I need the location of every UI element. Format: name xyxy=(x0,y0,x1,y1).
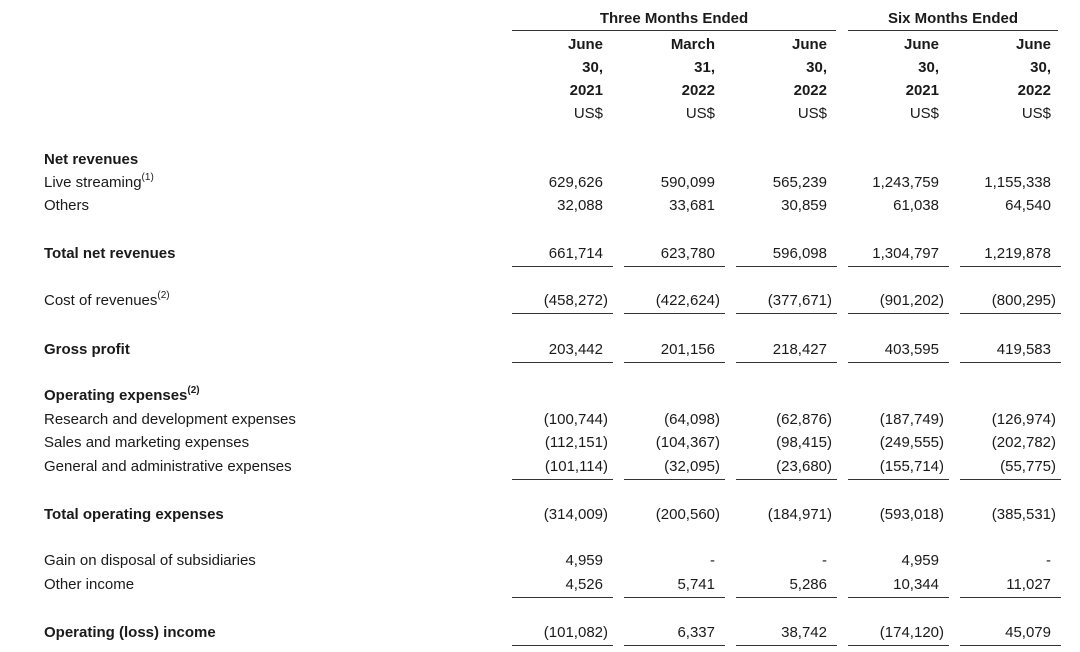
table-cell: 5,741 xyxy=(677,576,715,593)
table-cell: 38,742 xyxy=(781,624,827,641)
table-cell: (100,744) xyxy=(543,411,608,428)
table-cell: (174,120) xyxy=(879,624,944,641)
table-cell: 6,337 xyxy=(677,624,715,641)
table-cell: 629,626 xyxy=(548,174,603,191)
table-cell: 11,027 xyxy=(1006,576,1051,593)
rule xyxy=(960,645,1061,646)
column-header-jun-2021-h: June 30, 2021 US$ xyxy=(903,36,939,122)
column-header-mar-2022-q: March 31, 2022 US$ xyxy=(670,36,715,122)
table-cell: (800,295) xyxy=(991,292,1056,309)
rule xyxy=(624,645,725,646)
group-underline-six-months xyxy=(848,30,1058,31)
table-cell: 1,219,878 xyxy=(984,245,1051,262)
rule xyxy=(736,597,837,598)
table-cell: 45,079 xyxy=(1005,624,1051,641)
column-header-jun-2021-q: June 30, 2021 US$ xyxy=(567,36,603,122)
rule xyxy=(512,362,613,363)
table-cell: 203,442 xyxy=(548,341,603,358)
row-label-operating-loss-income: Operating (loss) income xyxy=(44,624,216,641)
table-cell: (422,624) xyxy=(655,292,720,309)
table-cell: 4,526 xyxy=(565,576,603,593)
column-header-jun-2022-q: June 30, 2022 US$ xyxy=(791,36,827,122)
rule xyxy=(960,266,1061,267)
table-cell: - xyxy=(1046,552,1051,569)
table-cell: 1,304,797 xyxy=(872,245,939,262)
rule xyxy=(512,479,613,480)
table-cell: (385,531) xyxy=(991,506,1056,523)
row-label-research-development: Research and development expenses xyxy=(44,411,296,428)
rule xyxy=(848,645,949,646)
rule xyxy=(736,645,837,646)
row-label-total-operating-expenses: Total operating expenses xyxy=(44,506,224,523)
rule xyxy=(736,266,837,267)
table-cell: (901,202) xyxy=(879,292,944,309)
table-cell: 419,583 xyxy=(996,341,1051,358)
rule xyxy=(624,266,725,267)
table-cell: (62,876) xyxy=(776,411,832,428)
group-underline-three-months xyxy=(512,30,836,31)
table-cell: 565,239 xyxy=(772,174,827,191)
table-cell: 201,156 xyxy=(660,341,715,358)
rule xyxy=(960,597,1061,598)
table-cell: (377,671) xyxy=(767,292,832,309)
table-cell: (101,114) xyxy=(544,458,608,475)
table-cell: 623,780 xyxy=(660,245,715,262)
rule xyxy=(960,313,1061,314)
table-cell: (55,775) xyxy=(1000,458,1056,475)
footnote-marker: (2) xyxy=(157,290,170,301)
table-cell: (112,151) xyxy=(544,434,608,451)
table-cell: (98,415) xyxy=(776,434,832,451)
rule xyxy=(736,362,837,363)
rule xyxy=(512,645,613,646)
rule xyxy=(512,313,613,314)
rule xyxy=(736,479,837,480)
group-title-six-months: Six Months Ended xyxy=(887,10,1018,27)
rule xyxy=(848,479,949,480)
footnote-marker: (1) xyxy=(141,172,154,183)
table-cell: - xyxy=(822,552,827,569)
table-cell: 4,959 xyxy=(901,552,939,569)
rule xyxy=(512,266,613,267)
table-cell: (101,082) xyxy=(543,624,608,641)
table-cell: (249,555) xyxy=(879,434,944,451)
group-title-three-months: Three Months Ended xyxy=(599,10,749,27)
row-label-general-administrative: General and administrative expenses xyxy=(44,458,292,475)
rule xyxy=(848,362,949,363)
table-cell: 64,540 xyxy=(1005,197,1051,214)
row-label-sales-marketing: Sales and marketing expenses xyxy=(44,434,250,451)
rule xyxy=(624,597,725,598)
table-cell: 590,099 xyxy=(660,174,715,191)
row-label-gross-profit: Gross profit xyxy=(44,341,130,358)
table-cell: (23,680) xyxy=(776,458,832,475)
table-cell: (155,714) xyxy=(879,458,944,475)
row-label-live-streaming: Live streaming$^{(1)}$ xyxy=(44,172,154,191)
rule xyxy=(960,362,1061,363)
rule xyxy=(848,597,949,598)
rule xyxy=(736,313,837,314)
column-header-jun-2022-h: June 30, 2022 US$ xyxy=(1015,36,1051,122)
table-cell: (126,974) xyxy=(991,411,1056,428)
table-cell: 1,243,759 xyxy=(872,174,939,191)
table-cell: 1,155,338 xyxy=(984,174,1051,191)
rule xyxy=(848,313,949,314)
table-cell: (202,782) xyxy=(991,434,1056,451)
row-label-total-net-revenues: Total net revenues xyxy=(44,245,176,262)
rule xyxy=(960,479,1061,480)
table-cell: (32,095) xyxy=(664,458,720,475)
rule xyxy=(512,597,613,598)
table-cell: - xyxy=(710,552,715,569)
rule xyxy=(624,479,725,480)
table-cell: 33,681 xyxy=(669,197,715,214)
rule xyxy=(848,266,949,267)
row-label-other-income: Other income xyxy=(44,576,135,593)
rule xyxy=(624,362,725,363)
table-cell: (184,971) xyxy=(767,506,832,523)
table-cell: (458,272) xyxy=(543,292,608,309)
table-cell: 596,098 xyxy=(772,245,827,262)
row-label-cost-of-revenues: Cost of revenues$^{(2)}$ xyxy=(44,290,170,309)
table-cell: 30,859 xyxy=(781,197,827,214)
row-label-operating-expenses: Operating expenses$^{(2)}$ xyxy=(44,385,200,404)
table-cell: 661,714 xyxy=(548,245,603,262)
table-cell: 10,344 xyxy=(893,576,939,593)
table-cell: (104,367) xyxy=(655,434,720,451)
table-cell: (314,009) xyxy=(543,506,608,523)
table-cell: (64,098) xyxy=(664,411,720,428)
row-label-others: Others xyxy=(44,197,90,214)
table-cell: (187,749) xyxy=(879,411,944,428)
table-cell: 403,595 xyxy=(884,341,939,358)
table-cell: 32,088 xyxy=(557,197,603,214)
row-label-gain-on-disposal: Gain on disposal of subsidiaries xyxy=(44,552,256,569)
table-cell: 4,959 xyxy=(565,552,603,569)
table-cell: 218,427 xyxy=(772,341,827,358)
footnote-marker: (2) xyxy=(187,385,200,396)
table-cell: 61,038 xyxy=(893,197,939,214)
table-cell: (593,018) xyxy=(879,506,944,523)
table-cell: 5,286 xyxy=(789,576,827,593)
rule xyxy=(624,313,725,314)
table-cell: (200,560) xyxy=(655,506,720,523)
row-label-net-revenues: Net revenues xyxy=(44,151,139,168)
